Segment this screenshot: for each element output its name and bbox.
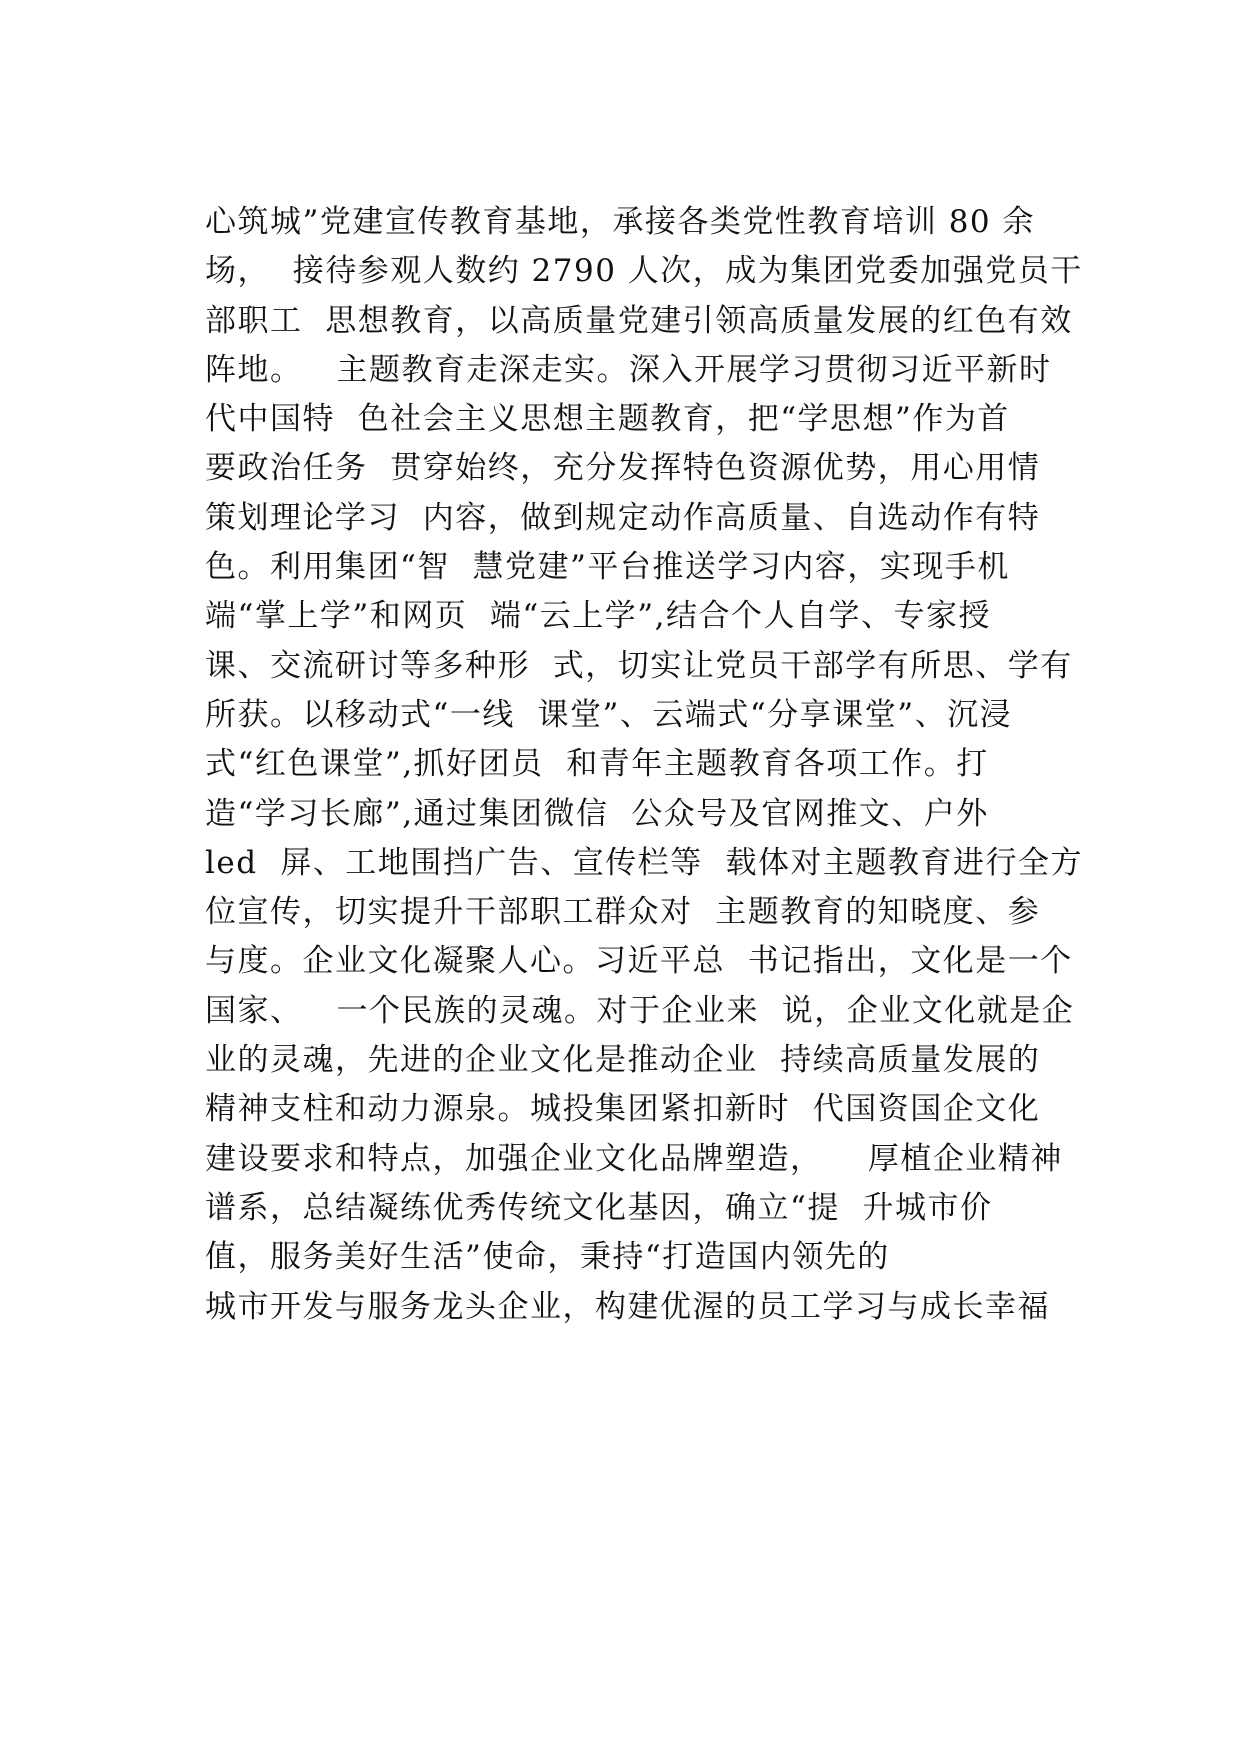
body-text: [205, 198, 1085, 1332]
text-line: 建设要求和特点，加强企业文化品牌塑造， 厚植企业精神: [205, 1140, 1063, 1177]
text-line: 位宣传，切实提升干部职工群众对 主题教育的知晓度、参: [205, 894, 1041, 931]
text-line: 业的灵魂，先进的企业文化是推动企业 持续高质量发展的: [205, 1042, 1041, 1079]
text-line: 课、交流研讨等多种形 式，切实让党员干部学有所思、学有: [205, 647, 1073, 684]
text-line: 色。利用集团“智 慧党建”平台推送学习内容，实现手机: [205, 549, 1010, 586]
text-line: 要政治任务 贯穿始终，充分发挥特色资源优势，用心用情: [205, 450, 1041, 487]
text-line: 心筑城”党建宣传教育基地，承接各类党性教育培训 80 余: [205, 204, 1035, 240]
text-line: 端“掌上学”和网页 端“云上学”,结合个人自学、专家授: [205, 598, 991, 635]
text-line: 阵地。 主题教育走深走实。深入开展学习贯彻习近平新时: [205, 351, 1052, 388]
text-line: 式“红色课堂”,抓好团员 和青年主题教育各项工作。打: [205, 746, 989, 783]
text-line: 代中国特 色社会主义思想主题教育，把“学思想”作为首: [205, 401, 1010, 438]
text-line: 与度。企业文化凝聚人心。习近平总 书记指出，文化是一个: [205, 943, 1073, 980]
text-line: 精神支柱和动力源泉。城投集团紧扣新时 代国资国企文化: [205, 1091, 1041, 1128]
text-line: 部职工 思想教育，以高质量党建引领高质量发展的红色有效: [205, 302, 1073, 339]
text-line: 值，服务美好生活”使命，秉持“打造国内领先的: [205, 1239, 890, 1276]
text-line: 场， 接待参观人数约 2790 人次，成为集团党委加强党员干: [205, 253, 1083, 290]
text-line: led 屏、工地围挡广告、宣传栏等 载体对主题教育进行全方: [205, 844, 1084, 881]
text-line: 造“学习长廊”,通过集团微信 公众号及官网推文、户外: [205, 795, 989, 832]
text-line: 所获。以移动式“一线 课堂”、云端式“分享课堂”、沉浸: [205, 696, 1013, 733]
text-line: 国家、 一个民族的灵魂。对于企业来 说，企业文化就是企: [205, 992, 1075, 1029]
text-line: 城市开发与服务龙头企业，构建优渥的员工学习与成长幸福: [205, 1288, 1050, 1325]
text-line: 策划理论学习 内容，做到规定动作高质量、自选动作有特: [205, 499, 1041, 536]
text-line: 谱系，总结凝练优秀传统文化基因，确立“提 升城市价: [205, 1189, 993, 1226]
